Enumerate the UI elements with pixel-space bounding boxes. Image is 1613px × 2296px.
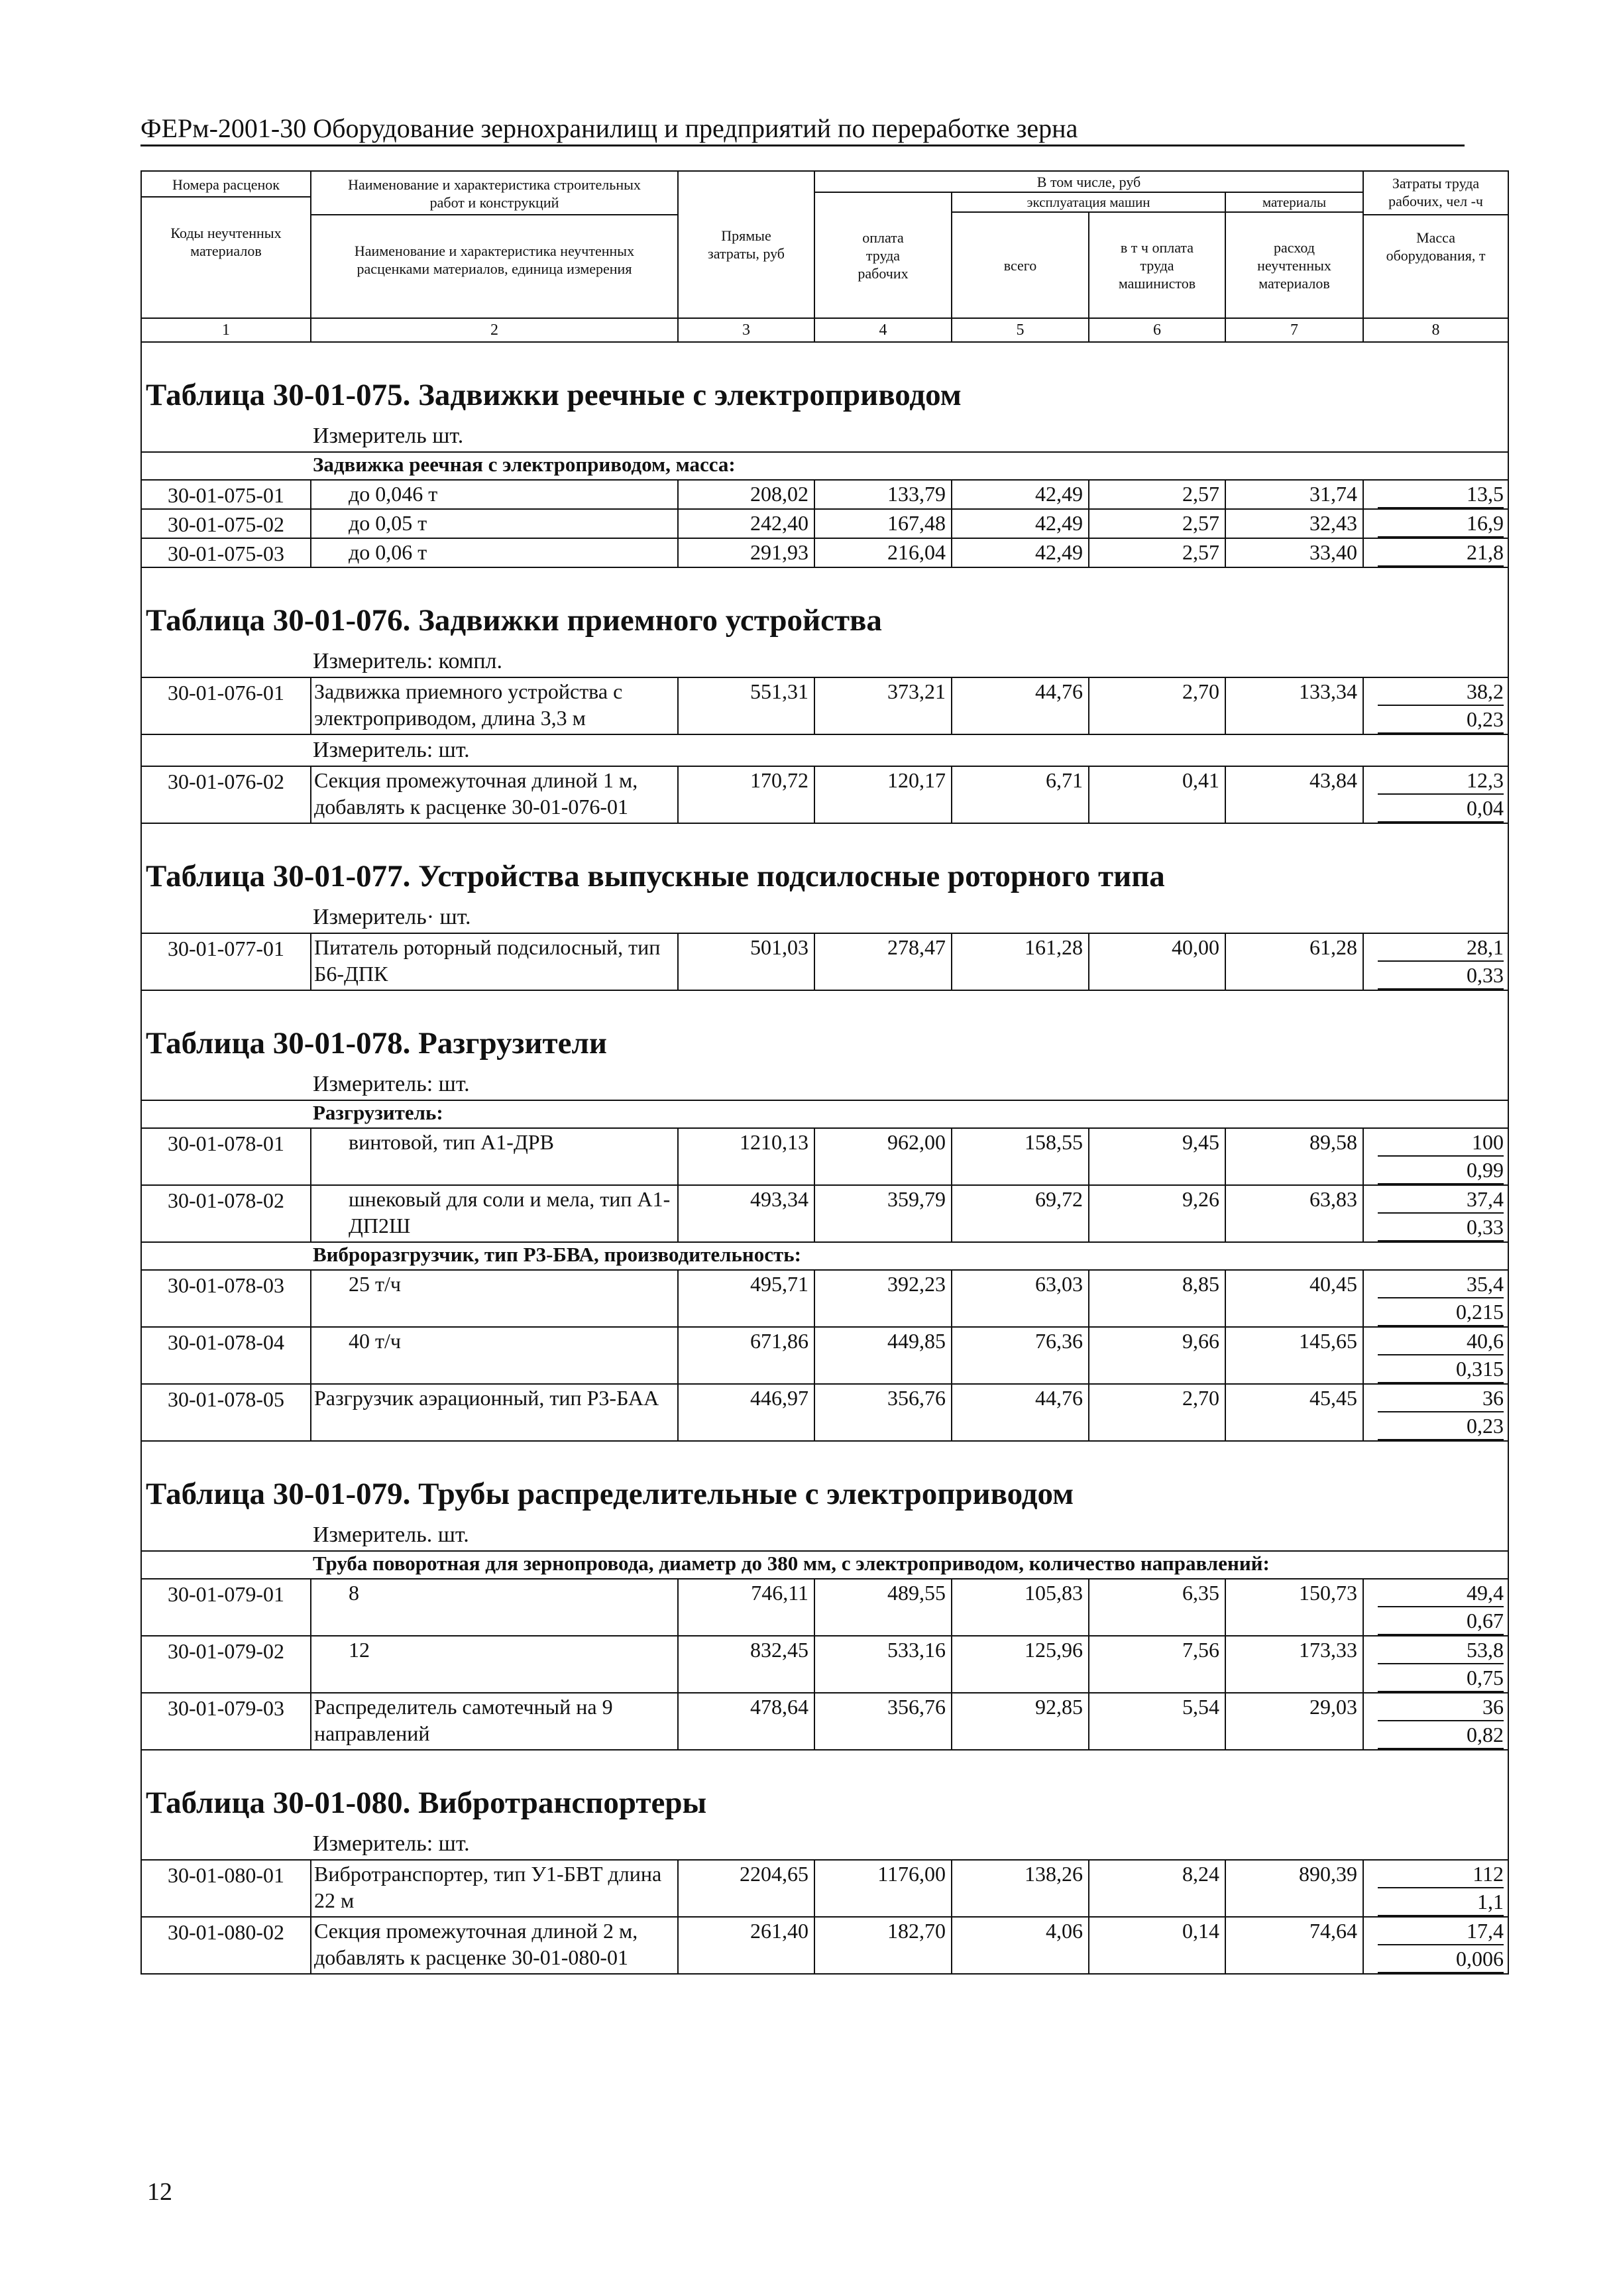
- column-numbers-row: [141, 318, 1508, 342]
- materials-cost: 45,45: [1225, 1384, 1363, 1441]
- labor-mass-cell: [1363, 509, 1508, 538]
- table-row: [141, 677, 1508, 734]
- labor-pay: 278,47: [814, 933, 952, 990]
- labor-hours: 37,4: [1378, 1186, 1504, 1214]
- materials-cost: 133,34: [1225, 677, 1363, 734]
- column-number: 6: [1089, 318, 1225, 342]
- equipment-mass: 0,99: [1378, 1157, 1504, 1184]
- unit-row: [141, 734, 1508, 766]
- materials-cost: 890,39: [1225, 1860, 1363, 1917]
- labor-hours: 36: [1378, 1693, 1504, 1721]
- machines-total: 63,03: [952, 1270, 1089, 1327]
- rate-name: Распределитель самотечный на 9 направлений: [311, 1693, 678, 1750]
- materials-cost: 63,83: [1225, 1185, 1363, 1242]
- machinist-pay: 2,57: [1089, 480, 1225, 509]
- labor-hours: 17,4: [1378, 1918, 1504, 1945]
- machines-total: 138,26: [952, 1860, 1089, 1917]
- table-title: Таблица 30-01-079. Трубы распределительные с электроприводом: [141, 1441, 1508, 1520]
- rate-code: 30-01-079-03: [141, 1693, 311, 1750]
- header-col1: [141, 171, 311, 318]
- group-label: Разгрузитель:: [141, 1100, 1508, 1128]
- machinist-pay: 7,56: [1089, 1636, 1225, 1693]
- rate-name: шнековый для соли и мела, тип А1-ДП2Ш: [311, 1185, 678, 1242]
- labor-mass-cell: [1363, 1128, 1508, 1185]
- materials-cost: 33,40: [1225, 538, 1363, 567]
- machinist-pay: 6,35: [1089, 1579, 1225, 1636]
- labor-hours: 36: [1378, 1385, 1504, 1412]
- unit-row: [141, 1069, 1508, 1100]
- unit-label: Измеритель: шт.: [141, 734, 1508, 766]
- table-title-row: [141, 990, 1508, 1069]
- rate-code: 30-01-080-01: [141, 1860, 311, 1917]
- machinist-pay: 0,14: [1089, 1917, 1225, 1974]
- labor-mass-cell: [1363, 1185, 1508, 1242]
- header-incl: В том числе, руб: [814, 171, 1363, 192]
- table-row: [141, 1860, 1508, 1917]
- unit-row: [141, 646, 1508, 677]
- rate-name: 25 т/ч: [311, 1270, 678, 1327]
- direct-cost: 478,64: [678, 1693, 814, 1750]
- machinist-pay: 2,57: [1089, 509, 1225, 538]
- materials-cost: 61,28: [1225, 933, 1363, 990]
- group-label: Виброразгрузчик, тип Р3-БВА, производительность:: [141, 1242, 1508, 1270]
- equipment-mass: 0,215: [1378, 1298, 1504, 1326]
- rate-code: 30-01-075-01: [141, 480, 311, 509]
- machines-total: 158,55: [952, 1128, 1089, 1185]
- equipment-mass: 0,04: [1378, 795, 1504, 823]
- unit-label: Измеритель. шт.: [141, 1520, 1508, 1551]
- labor-pay: 359,79: [814, 1185, 952, 1242]
- rate-code: 30-01-077-01: [141, 933, 311, 990]
- materials-cost: 43,84: [1225, 766, 1363, 823]
- group-label: Труба поворотная для зернопровода, диаметр до 380 мм, с электроприводом, количество направлений:: [141, 1551, 1508, 1579]
- equipment-mass: 0,67: [1378, 1607, 1504, 1635]
- table-row: [141, 1384, 1508, 1441]
- rate-name: Питатель роторный подсилосный, тип Б6-ДПК: [311, 933, 678, 990]
- table-row: [141, 1185, 1508, 1242]
- header-col5: всего: [952, 212, 1089, 318]
- running-head: ФЕРм-2001-30 Оборудование зернохранилищ и предприятий по переработке зерна: [140, 113, 1465, 146]
- machinist-pay: 0,41: [1089, 766, 1225, 823]
- header-col2: [311, 171, 678, 318]
- labor-mass-cell: [1363, 1327, 1508, 1384]
- machines-total: 76,36: [952, 1327, 1089, 1384]
- header-col8: [1363, 171, 1508, 318]
- rates-sheet: [140, 170, 1509, 1975]
- machinist-pay: 9,66: [1089, 1327, 1225, 1384]
- labor-hours: 21,8: [1378, 539, 1504, 567]
- labor-mass-cell: [1363, 933, 1508, 990]
- equipment-mass: 0,006: [1378, 1945, 1504, 1973]
- table-row: [141, 1128, 1508, 1185]
- rate-name: до 0,06 т: [311, 538, 678, 567]
- header-materials: материалы: [1225, 192, 1363, 212]
- direct-cost: 495,71: [678, 1270, 814, 1327]
- labor-pay: 1176,00: [814, 1860, 952, 1917]
- rate-code: 30-01-078-04: [141, 1327, 311, 1384]
- unit-label: Измеритель: компл.: [141, 646, 1508, 677]
- equipment-mass: 0,33: [1378, 1214, 1504, 1241]
- labor-pay: 392,23: [814, 1270, 952, 1327]
- rate-name: Секция промежуточная длиной 1 м, добавлять к расценке 30-01-076-01: [311, 766, 678, 823]
- direct-cost: 446,97: [678, 1384, 814, 1441]
- header-row-top: [141, 171, 1508, 192]
- labor-pay: 356,76: [814, 1384, 952, 1441]
- unit-row: [141, 421, 1508, 452]
- labor-hours: 53,8: [1378, 1636, 1504, 1664]
- labor-hours: 35,4: [1378, 1271, 1504, 1298]
- equipment-mass: 0,23: [1378, 706, 1504, 734]
- unit-row: [141, 1829, 1508, 1860]
- machinist-pay: 2,57: [1089, 538, 1225, 567]
- header-col6: в т ч оплата труда машинистов: [1089, 212, 1225, 318]
- equipment-mass: 0,75: [1378, 1664, 1504, 1692]
- direct-cost: 291,93: [678, 538, 814, 567]
- equipment-mass: 0,33: [1378, 962, 1504, 990]
- table-row: [141, 1693, 1508, 1750]
- header-col3: Прямые затраты, руб: [678, 171, 814, 318]
- direct-cost: 242,40: [678, 509, 814, 538]
- labor-mass-cell: [1363, 677, 1508, 734]
- labor-pay: 962,00: [814, 1128, 952, 1185]
- header-col8-bottom: Масса оборудования, т: [1386, 229, 1486, 264]
- table-title-row: [141, 1441, 1508, 1520]
- group-row: [141, 1551, 1508, 1579]
- labor-pay: 449,85: [814, 1327, 952, 1384]
- direct-cost: 2204,65: [678, 1860, 814, 1917]
- table-row: [141, 1917, 1508, 1974]
- labor-pay: 120,17: [814, 766, 952, 823]
- labor-pay: 167,48: [814, 509, 952, 538]
- labor-mass-cell: [1363, 1693, 1508, 1750]
- unit-label: Измеритель шт.: [141, 421, 1508, 452]
- rate-code: 30-01-078-02: [141, 1185, 311, 1242]
- direct-cost: 208,02: [678, 480, 814, 509]
- direct-cost: 493,34: [678, 1185, 814, 1242]
- machines-total: 69,72: [952, 1185, 1089, 1242]
- materials-cost: 29,03: [1225, 1693, 1363, 1750]
- header-col7: расход неучтенных материалов: [1225, 212, 1363, 318]
- materials-cost: 173,33: [1225, 1636, 1363, 1693]
- rate-name: до 0,046 т: [311, 480, 678, 509]
- rate-code: 30-01-078-05: [141, 1384, 311, 1441]
- rate-name: 12: [311, 1636, 678, 1693]
- unit-label: Измеритель· шт.: [141, 902, 1508, 933]
- machinist-pay: 5,54: [1089, 1693, 1225, 1750]
- header-col4: оплата труда рабочих: [814, 192, 952, 318]
- direct-cost: 832,45: [678, 1636, 814, 1693]
- direct-cost: 671,86: [678, 1327, 814, 1384]
- table-row: [141, 509, 1508, 538]
- machinist-pay: 8,24: [1089, 1860, 1225, 1917]
- header-machines: эксплуатация машин: [952, 192, 1225, 212]
- table-row: [141, 933, 1508, 990]
- column-number: 2: [311, 318, 678, 342]
- rate-code: 30-01-080-02: [141, 1917, 311, 1974]
- rate-name: 40 т/ч: [311, 1327, 678, 1384]
- labor-mass-cell: [1363, 1917, 1508, 1974]
- labor-mass-cell: [1363, 1384, 1508, 1441]
- group-row: [141, 452, 1508, 480]
- column-number: 3: [678, 318, 814, 342]
- direct-cost: 746,11: [678, 1579, 814, 1636]
- labor-hours: 12,3: [1378, 767, 1504, 795]
- unit-row: [141, 1520, 1508, 1551]
- table-title-row: [141, 823, 1508, 902]
- table-row: [141, 1636, 1508, 1693]
- labor-hours: 38,2: [1378, 678, 1504, 706]
- direct-cost: 501,03: [678, 933, 814, 990]
- labor-pay: 216,04: [814, 538, 952, 567]
- header-col2-bottom: Наименование и характеристика неучтенных расценками материалов, единица измерения: [354, 243, 635, 277]
- rate-code: 30-01-076-02: [141, 766, 311, 823]
- labor-hours: 16,9: [1378, 510, 1504, 538]
- labor-pay: 373,21: [814, 677, 952, 734]
- machines-total: 42,49: [952, 480, 1089, 509]
- machinist-pay: 2,70: [1089, 1384, 1225, 1441]
- materials-cost: 89,58: [1225, 1128, 1363, 1185]
- rate-name: 8: [311, 1579, 678, 1636]
- machinist-pay: 2,70: [1089, 677, 1225, 734]
- direct-cost: 261,40: [678, 1917, 814, 1974]
- header-col8-top: Затраты труда рабочих, чел -ч: [1364, 172, 1508, 215]
- direct-cost: 170,72: [678, 766, 814, 823]
- labor-mass-cell: [1363, 1270, 1508, 1327]
- rate-code: 30-01-078-03: [141, 1270, 311, 1327]
- labor-hours: 28,1: [1378, 934, 1504, 962]
- equipment-mass: 0,315: [1378, 1355, 1504, 1383]
- column-number: 4: [814, 318, 952, 342]
- column-number: 8: [1363, 318, 1508, 342]
- machinist-pay: 9,45: [1089, 1128, 1225, 1185]
- equipment-mass: 0,23: [1378, 1412, 1504, 1440]
- rate-code: 30-01-078-01: [141, 1128, 311, 1185]
- column-number: 5: [952, 318, 1089, 342]
- unit-label: Измеритель: шт.: [141, 1829, 1508, 1860]
- labor-hours: 13,5: [1378, 481, 1504, 508]
- table-row: [141, 1270, 1508, 1327]
- table-row: [141, 538, 1508, 567]
- table-title: Таблица 30-01-078. Разгрузители: [141, 990, 1508, 1069]
- materials-cost: 40,45: [1225, 1270, 1363, 1327]
- table-title: Таблица 30-01-075. Задвижки реечные с электроприводом: [141, 342, 1508, 421]
- header-col2-top: Наименование и характеристика строительных работ и конструкций: [311, 172, 677, 215]
- table-row: [141, 1327, 1508, 1384]
- table-row: [141, 1579, 1508, 1636]
- labor-pay: 533,16: [814, 1636, 952, 1693]
- table-title-row: [141, 567, 1508, 646]
- unit-row: [141, 902, 1508, 933]
- equipment-mass: 1,1: [1378, 1888, 1504, 1916]
- rate-code: 30-01-079-02: [141, 1636, 311, 1693]
- table-title: Таблица 30-01-077. Устройства выпускные подсилосные роторного типа: [141, 823, 1508, 902]
- labor-pay: 489,55: [814, 1579, 952, 1636]
- machines-total: 42,49: [952, 538, 1089, 567]
- machines-total: 4,06: [952, 1917, 1089, 1974]
- labor-mass-cell: [1363, 1636, 1508, 1693]
- rate-name: Вибротранспортер, тип У1-БВТ длина 22 м: [311, 1860, 678, 1917]
- rate-code: 30-01-075-02: [141, 509, 311, 538]
- machines-total: 42,49: [952, 509, 1089, 538]
- header-col1-top: Номера расценок: [142, 172, 310, 198]
- table-row: [141, 480, 1508, 509]
- labor-hours: 100: [1378, 1129, 1504, 1157]
- rate-name: винтовой, тип А1-ДРВ: [311, 1128, 678, 1185]
- machinist-pay: 8,85: [1089, 1270, 1225, 1327]
- machinist-pay: 9,26: [1089, 1185, 1225, 1242]
- labor-hours: 49,4: [1378, 1579, 1504, 1607]
- machines-total: 105,83: [952, 1579, 1089, 1636]
- table-title: Таблица 30-01-076. Задвижки приемного устройства: [141, 567, 1508, 646]
- labor-hours: 112: [1378, 1861, 1504, 1888]
- materials-cost: 74,64: [1225, 1917, 1363, 1974]
- machines-total: 44,76: [952, 1384, 1089, 1441]
- machines-total: 161,28: [952, 933, 1089, 990]
- group-label: Задвижка реечная с электроприводом, масса:: [141, 452, 1508, 480]
- equipment-mass: 0,82: [1378, 1721, 1504, 1749]
- machines-total: 44,76: [952, 677, 1089, 734]
- labor-pay: 182,70: [814, 1917, 952, 1974]
- machinist-pay: 40,00: [1089, 933, 1225, 990]
- rate-code: 30-01-076-01: [141, 677, 311, 734]
- column-number: 1: [141, 318, 311, 342]
- group-row: [141, 1100, 1508, 1128]
- materials-cost: 145,65: [1225, 1327, 1363, 1384]
- labor-mass-cell: [1363, 1860, 1508, 1917]
- header-col1-bottom: Коды неучтенных материалов: [170, 225, 282, 259]
- table-title-row: [141, 342, 1508, 421]
- labor-pay: 356,76: [814, 1693, 952, 1750]
- table-title: Таблица 30-01-080. Вибротранспортеры: [141, 1750, 1508, 1829]
- machines-total: 6,71: [952, 766, 1089, 823]
- table-row: [141, 766, 1508, 823]
- group-row: [141, 1242, 1508, 1270]
- labor-hours: 40,6: [1378, 1328, 1504, 1355]
- labor-mass-cell: [1363, 480, 1508, 509]
- rate-name: до 0,05 т: [311, 509, 678, 538]
- labor-pay: 133,79: [814, 480, 952, 509]
- rate-name: Секция промежуточная длиной 2 м, добавлять к расценке 30-01-080-01: [311, 1917, 678, 1974]
- rate-name: Задвижка приемного устройства с электроприводом, длина 3,3 м: [311, 677, 678, 734]
- materials-cost: 31,74: [1225, 480, 1363, 509]
- materials-cost: 32,43: [1225, 509, 1363, 538]
- labor-mass-cell: [1363, 538, 1508, 567]
- rate-code: 30-01-079-01: [141, 1579, 311, 1636]
- unit-label: Измеритель: шт.: [141, 1069, 1508, 1100]
- direct-cost: 1210,13: [678, 1128, 814, 1185]
- column-number: 7: [1225, 318, 1363, 342]
- rate-name: Разгрузчик аэрационный, тип Р3-БАА: [311, 1384, 678, 1441]
- rate-code: 30-01-075-03: [141, 538, 311, 567]
- labor-mass-cell: [1363, 1579, 1508, 1636]
- machines-total: 125,96: [952, 1636, 1089, 1693]
- table-title-row: [141, 1750, 1508, 1829]
- page-number: 12: [147, 2178, 172, 2206]
- labor-mass-cell: [1363, 766, 1508, 823]
- machines-total: 92,85: [952, 1693, 1089, 1750]
- materials-cost: 150,73: [1225, 1579, 1363, 1636]
- direct-cost: 551,31: [678, 677, 814, 734]
